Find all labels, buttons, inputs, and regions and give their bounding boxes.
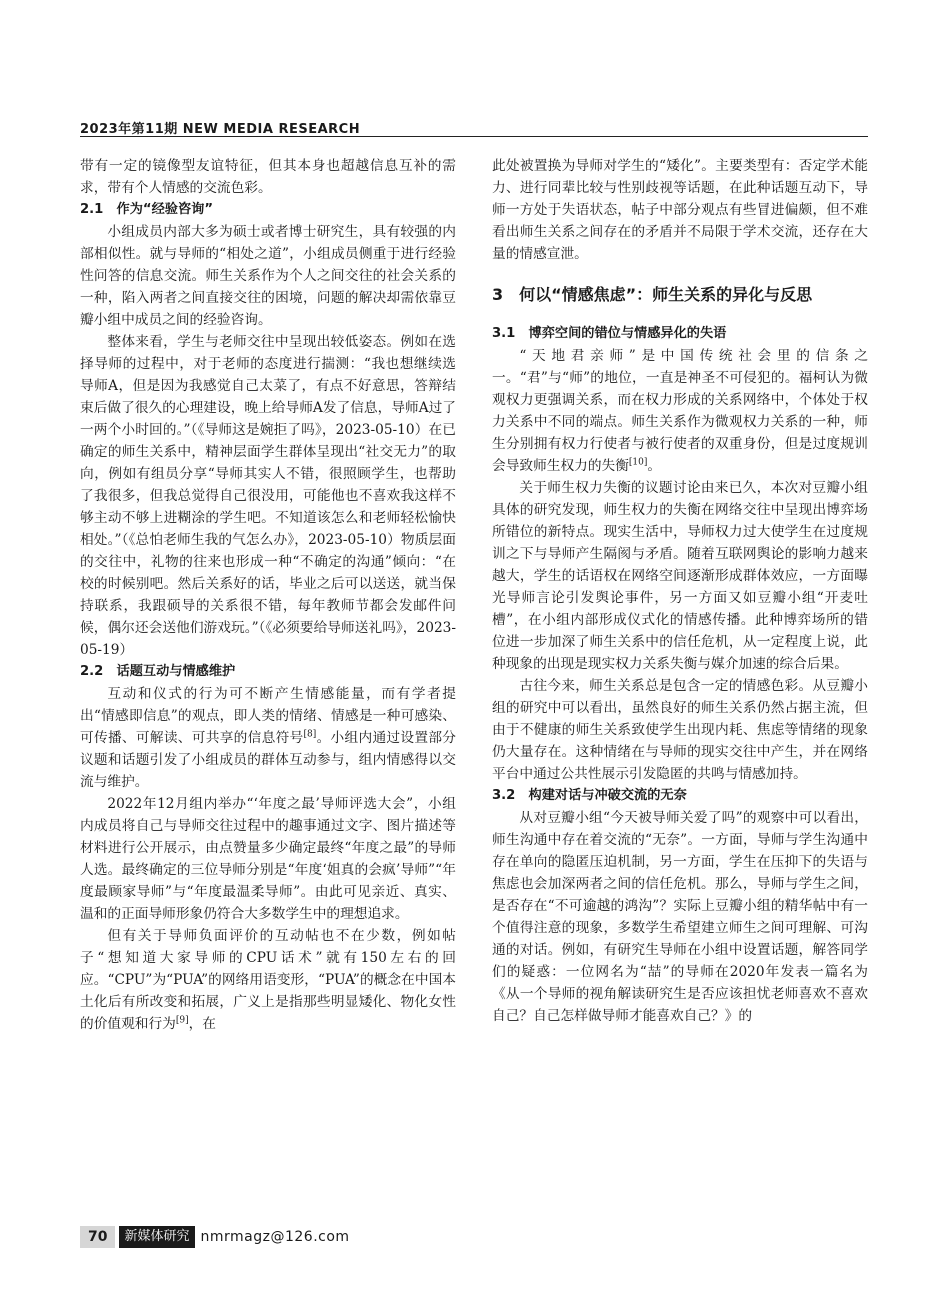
paragraph — [80, 925, 456, 1035]
section-heading-2-1: 2.1 作为“经验咨询” — [80, 202, 214, 217]
header-rule — [80, 136, 868, 137]
paragraph-text: 互动和仪式的行为可不断产生情感能量，而有学者提出“情感即信息”的观点，即人类的情绪、情感是一种可感染、可传播、可解读、可共享的信息符号 — [80, 686, 456, 746]
page-number: 70 — [80, 1226, 115, 1248]
running-header: 2023年第11期 NEW MEDIA RESEARCH — [80, 122, 361, 137]
paragraph-text: ，在 — [188, 1016, 216, 1032]
paragraph: 2022年12月组内举办“‘年度之最’导师评选大会”，小组内成员将自己与导师交往过程中的趣事通过文字、图片描述等材料进行公开展示，由点赞量多少确定最终“年度之最”的导师人选。最终确定的三位导师分别是“年度‘姐真的会疯’导师”“年度最顾家导师”与“年度最温柔导师”。由此可见亲近、真实、温和的正面导师形象仍符合大多数学生中的理想追求。 — [80, 796, 456, 922]
paragraph-text: “天地君亲师”是中国传统社会里的信条之一。“君”与“师”的地位，一直是神圣不可侵犯的。福柯认为微观权力更强调关系，而在权力形成的关系网络中，个体处于权力关系中不同的端点。师生关系作为微观权力关系的一种，师生分别拥有权力行使者与被行使者的双重身份，但是过度规训会导致师生权力的失衡 — [492, 348, 868, 474]
section-heading-3: 3 何以“情感焦虑”：师生关系的异化与反思 — [492, 285, 813, 304]
paragraph: 关于师生权力失衡的议题讨论由来已久，本次对豆瓣小组具体的研究发现，师生权力的失衡在网络交往中呈现出博弈场所错位的新特点。现实生活中，导师权力过大使学生在过度规训之下与导师产生隔阂与矛盾。随着互联网舆论的影响力越来越大，学生的话语权在网络空间逐渐形成群体效应，一方面曝光导师言论引发舆论事件，另一方面又如豆瓣小组“开麦吐槽”，在小组内部形成仪式化的情感传播。此种博弈场所的错位进一步加深了师生关系中的信任危机，从一定程度上说，此种现象的出现是现实权力关系失衡与媒介加速的综合后果。 — [492, 480, 868, 672]
paragraph-text: 。小组内通过设置部分议题和话题引发了小组成员的群体互动参与，组内情感得以交流与维护。 — [80, 730, 456, 790]
paragraph-text: 但有关于导师负面评价的互动帖也不在少数，例如帖子“想知道大家导师的CPU话术”就有150左右的回应。“CPU”为“PUA”的网络用语变形，“PUA”的概念在中国本土化后有所改变和拓展，广义上是指那些明显矮化、物化女性的价值观和行为 — [80, 928, 456, 1032]
section-heading-2-2: 2.2 话题互动与情感维护 — [80, 664, 236, 679]
paragraph: 此处被置换为导师对学生的“矮化”。主要类型有：否定学术能力、进行同辈比较与性别歧视等话题，在此种话题互动下，导师一方处于失语状态，帖子中部分观点有些冒进偏颇，但不难看出师生关系之间存在的矛盾并不局限于学术交流，还存在大量的情感宣泄。 — [492, 158, 868, 262]
paragraph — [492, 345, 868, 477]
right-column — [492, 155, 868, 1027]
journal-email[interactable]: nmrmagz@126.com — [200, 1229, 350, 1245]
left-column — [80, 155, 456, 1035]
paragraph: 带有一定的镜像型友谊特征，但其本身也超越信息互补的需求，带有个人情感的交流色彩。 — [80, 158, 456, 196]
paragraph: 小组成员内部大多为硕士或者博士研究生，具有较强的内部相似性。就与导师的“相处之道”，小组成员侧重于进行经验性问答的信息交流。师生关系作为个人之间交往的社会关系的一种，陷入两者之间直接交往的困境，问题的解决却需依靠豆瓣小组中成员之间的经验咨询。 — [80, 224, 456, 328]
paragraph-text: 。 — [647, 458, 662, 474]
paragraph: 整体来看，学生与老师交往中呈现出较低姿态。例如在选择导师的过程中，对于老师的态度进行揣测：“我也想继续选导师A，但是因为我感觉自己太菜了，有点不好意思，答辩结束后做了很久的心理建设，晚上给导师A发了信息，导师A过了一两个小时回的。”（《导师这是婉拒了吗》，2023-05-10）在已确定的师生关系中，精神层面学生群体呈现出“社交无力”的取向，例如有组员分享“导师其实人不错，很照顾学生，也帮助了我很多，但我总觉得自己很没用，可能他也不喜欢我这样不够主动不够上进糊涂的学生吧。不知道该怎么和老师轻松愉快相处。”（《总怕老师生我的气怎么办》，2023-05-10）物质层面的交往中，礼物的往来也形成一种“不确定的沟通”倾向：“在校的时候别吧。然后关系好的话，毕业之后可以送送，就当保持联系，我跟硕导的关系很不错，每年教师节都会发邮件问候，偶尔还会送他们游戏玩。”（《必须要给导师送礼吗》，2023-05-19） — [80, 334, 456, 658]
paragraph: 古往今来，师生关系总是包含一定的情感色彩。从豆瓣小组的研究中可以看出，虽然良好的师生关系仍然占据主流，但由于不健康的师生关系致使学生出现内耗、焦虑等情绪的现象仍大量存在。这种情绪在与导师的现实交往中产生，并在网络平台中通过公共性展示引发隐匿的共鸣与情感加持。 — [492, 678, 868, 782]
paragraph: 从对豆瓣小组“今天被导师关爱了吗”的观察中可以看出，师生沟通中存在着交流的“无奈”。一方面，导师与学生沟通中存在单向的隐匿压迫机制，另一方面，学生在压抑下的失语与焦虑也会加深两者之间的信任危机。那么，导师与学生之间，是否存在“不可逾越的鸿沟”？实际上豆瓣小组的精华帖中有一个值得注意的现象，多数学生希望建立师生之间可理解、可沟通的对话。例如，有研究生导师在小组中设置话题，解答同学们的疑惑：一位网名为“喆”的导师在2020年发表一篇名为《从一个导师的视角解读研究生是否应该担忧老师喜欢不喜欢自己？自己怎样做导师才能喜欢自己？》的 — [492, 810, 868, 1024]
section-heading-3-2: 3.2 构建对话与冲破交流的无奈 — [492, 788, 687, 803]
paragraph — [80, 683, 456, 793]
citation-ref[interactable]: [8] — [303, 729, 317, 740]
page-footer — [80, 1226, 350, 1248]
section-heading-3-1: 3.1 博弈空间的错位与情感异化的失语 — [492, 326, 727, 341]
citation-ref[interactable]: [10] — [628, 457, 648, 468]
citation-ref[interactable]: [9] — [175, 1015, 189, 1026]
journal-brand: 新媒体研究 — [119, 1226, 194, 1248]
